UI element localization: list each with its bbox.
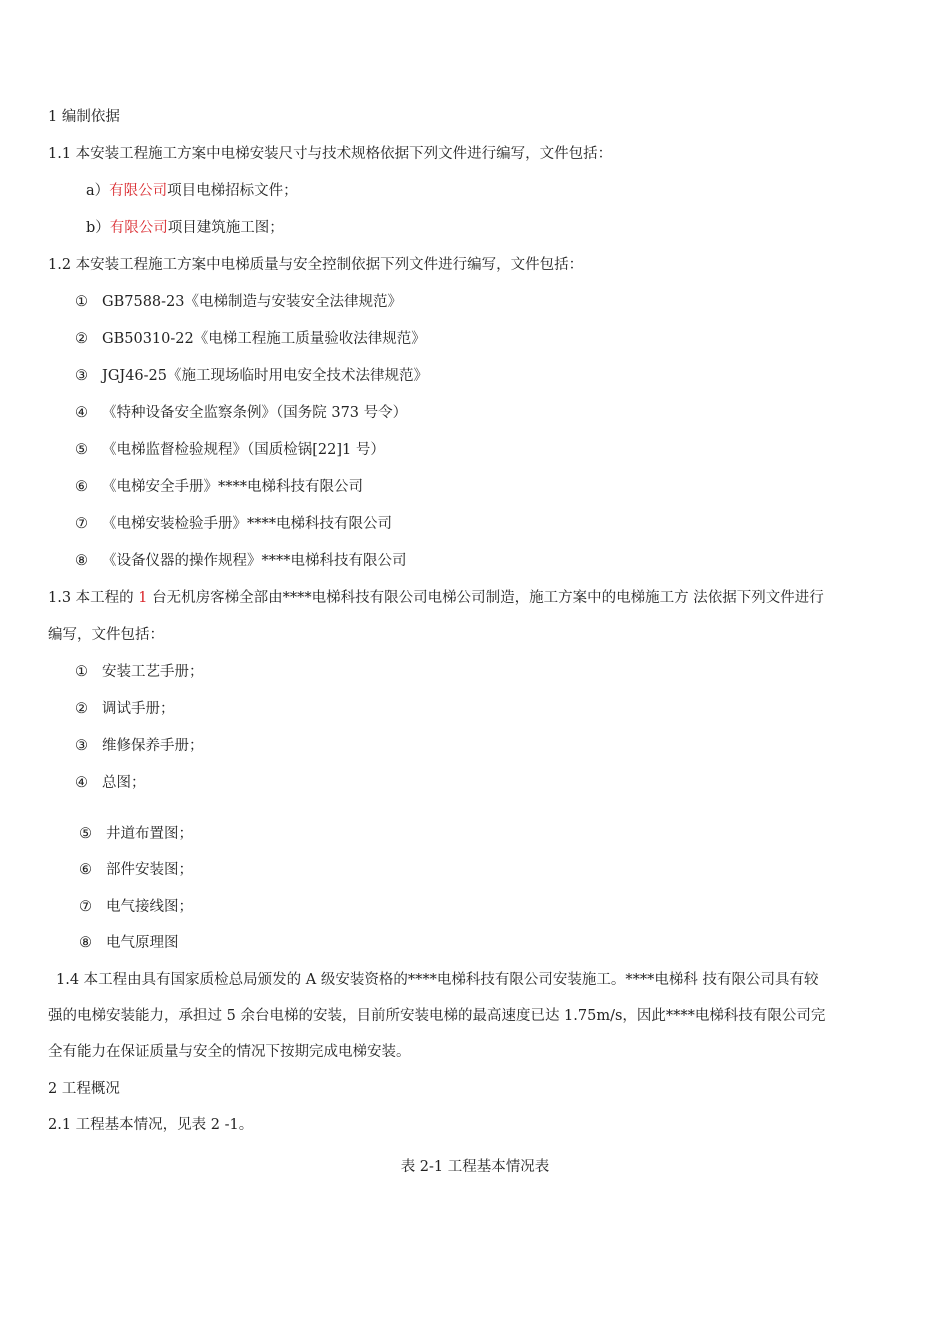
item-number: ②: [75, 331, 88, 347]
item-text: 井道布置图；: [106, 826, 193, 842]
item-number: ①: [75, 664, 88, 680]
item-text: 《特种设备安全监察条例》（国务院 373 号令）: [102, 405, 408, 421]
item-text: 《电梯安全手册》****电梯科技有限公司: [102, 479, 363, 495]
item-number: ⑥: [75, 479, 88, 495]
list-item: [79, 897, 193, 917]
paragraph-1-4-line: 全有能力在保证质量与安全的情况下按期完成电梯安装。: [48, 1044, 411, 1060]
item-text: 维修保养手册；: [102, 738, 204, 754]
list-item: [79, 933, 179, 953]
paragraph-1-4-line: 强的电梯安装能力，承担过 5 余台电梯的安装，目前所安装电梯的最高速度已达 1.75m/s，因此****电梯科技有限公司完: [48, 1008, 826, 1024]
list-item: [75, 662, 204, 682]
section-2-heading: 2 工程概况: [48, 1081, 120, 1097]
list-item: [75, 329, 426, 349]
item-text: GB7588-23《电梯制造与安装安全法律规范》: [102, 294, 402, 310]
item-prefix: b）: [86, 220, 110, 236]
paragraph-1-3-continued: 编写，文件包括：: [48, 627, 164, 643]
item-number: ①: [75, 294, 88, 310]
list-item: [86, 218, 284, 238]
paragraph-text: 1.3 本工程的: [48, 590, 139, 606]
item-number: ⑧: [79, 935, 92, 951]
list-item: [75, 403, 407, 423]
item-text: 电气接线图；: [106, 899, 193, 915]
list-item: [75, 440, 385, 460]
item-prefix: a）: [86, 183, 110, 199]
item-number: ②: [75, 701, 88, 717]
item-text: 调试手册；: [102, 701, 175, 717]
item-text: 总图；: [102, 775, 146, 791]
item-text: 《电梯安装检验手册》****电梯科技有限公司: [102, 516, 392, 532]
list-item: [79, 824, 193, 844]
list-item: [86, 181, 298, 201]
item-number: ③: [75, 738, 88, 754]
item-number: ⑦: [79, 899, 92, 915]
item-text: 部件安装图；: [106, 862, 193, 878]
list-item: [75, 292, 402, 312]
paragraph-1-1: 1.1 本安装工程施工方案中电梯安装尺寸与技术规格依据下列文件进行编写，文件包括：: [48, 146, 613, 162]
item-text: 安装工艺手册；: [102, 664, 204, 680]
paragraph-1-2: 1.2 本安装工程施工方案中电梯质量与安全控制依据下列文件进行编写，文件包括：: [48, 257, 584, 273]
item-text: 项目电梯招标文件；: [167, 183, 298, 199]
item-number: ④: [75, 405, 88, 421]
highlighted-count: 1: [138, 590, 148, 606]
list-item: [75, 514, 392, 534]
list-item: [75, 773, 146, 793]
item-number: ⑦: [75, 516, 88, 532]
highlighted-company: 有限公司: [109, 220, 168, 236]
highlighted-company: 有限公司: [109, 183, 168, 199]
list-item: [75, 736, 204, 756]
item-text: GB50310-22《电梯工程施工质量验收法律规范》: [102, 331, 426, 347]
item-number: ⑤: [75, 442, 88, 458]
list-item: [75, 477, 363, 497]
list-item: [79, 860, 193, 880]
list-item: [75, 551, 407, 571]
item-number: ⑥: [79, 862, 92, 878]
section-1-heading: 1 编制依据: [48, 109, 120, 125]
table-caption: 表 2-1 工程基本情况表: [400, 1159, 550, 1175]
item-number: ⑧: [75, 553, 88, 569]
item-number: ③: [75, 368, 88, 384]
item-text: JGJ46-25《施工现场临时用电安全技术法律规范》: [102, 368, 429, 384]
item-text: 电气原理图: [106, 935, 179, 951]
item-number: ⑤: [79, 826, 92, 842]
list-item: [75, 699, 175, 719]
paragraph-2-1: 2.1 工程基本情况，见表 2 -1。: [48, 1117, 254, 1133]
list-item: [75, 366, 428, 386]
paragraph-1-4-line: 1.4 本工程由具有国家质检总局颁发的 A 级安装资格的****电梯科技有限公司安装施工。****电梯科 技有限公司具有较: [56, 972, 819, 988]
item-text: 项目建筑施工图；: [167, 220, 284, 236]
paragraph-text: 台无机房客梯全部由****电梯科技有限公司电梯公司制造，施工方案中的电梯施工方 法依据下列文件进行: [147, 590, 824, 606]
paragraph-1-3: [48, 588, 824, 608]
item-text: 《设备仪器的操作规程》****电梯科技有限公司: [102, 553, 407, 569]
item-text: 《电梯监督检验规程》（国质检锅[22]1 号）: [102, 442, 385, 458]
item-number: ④: [75, 775, 88, 791]
